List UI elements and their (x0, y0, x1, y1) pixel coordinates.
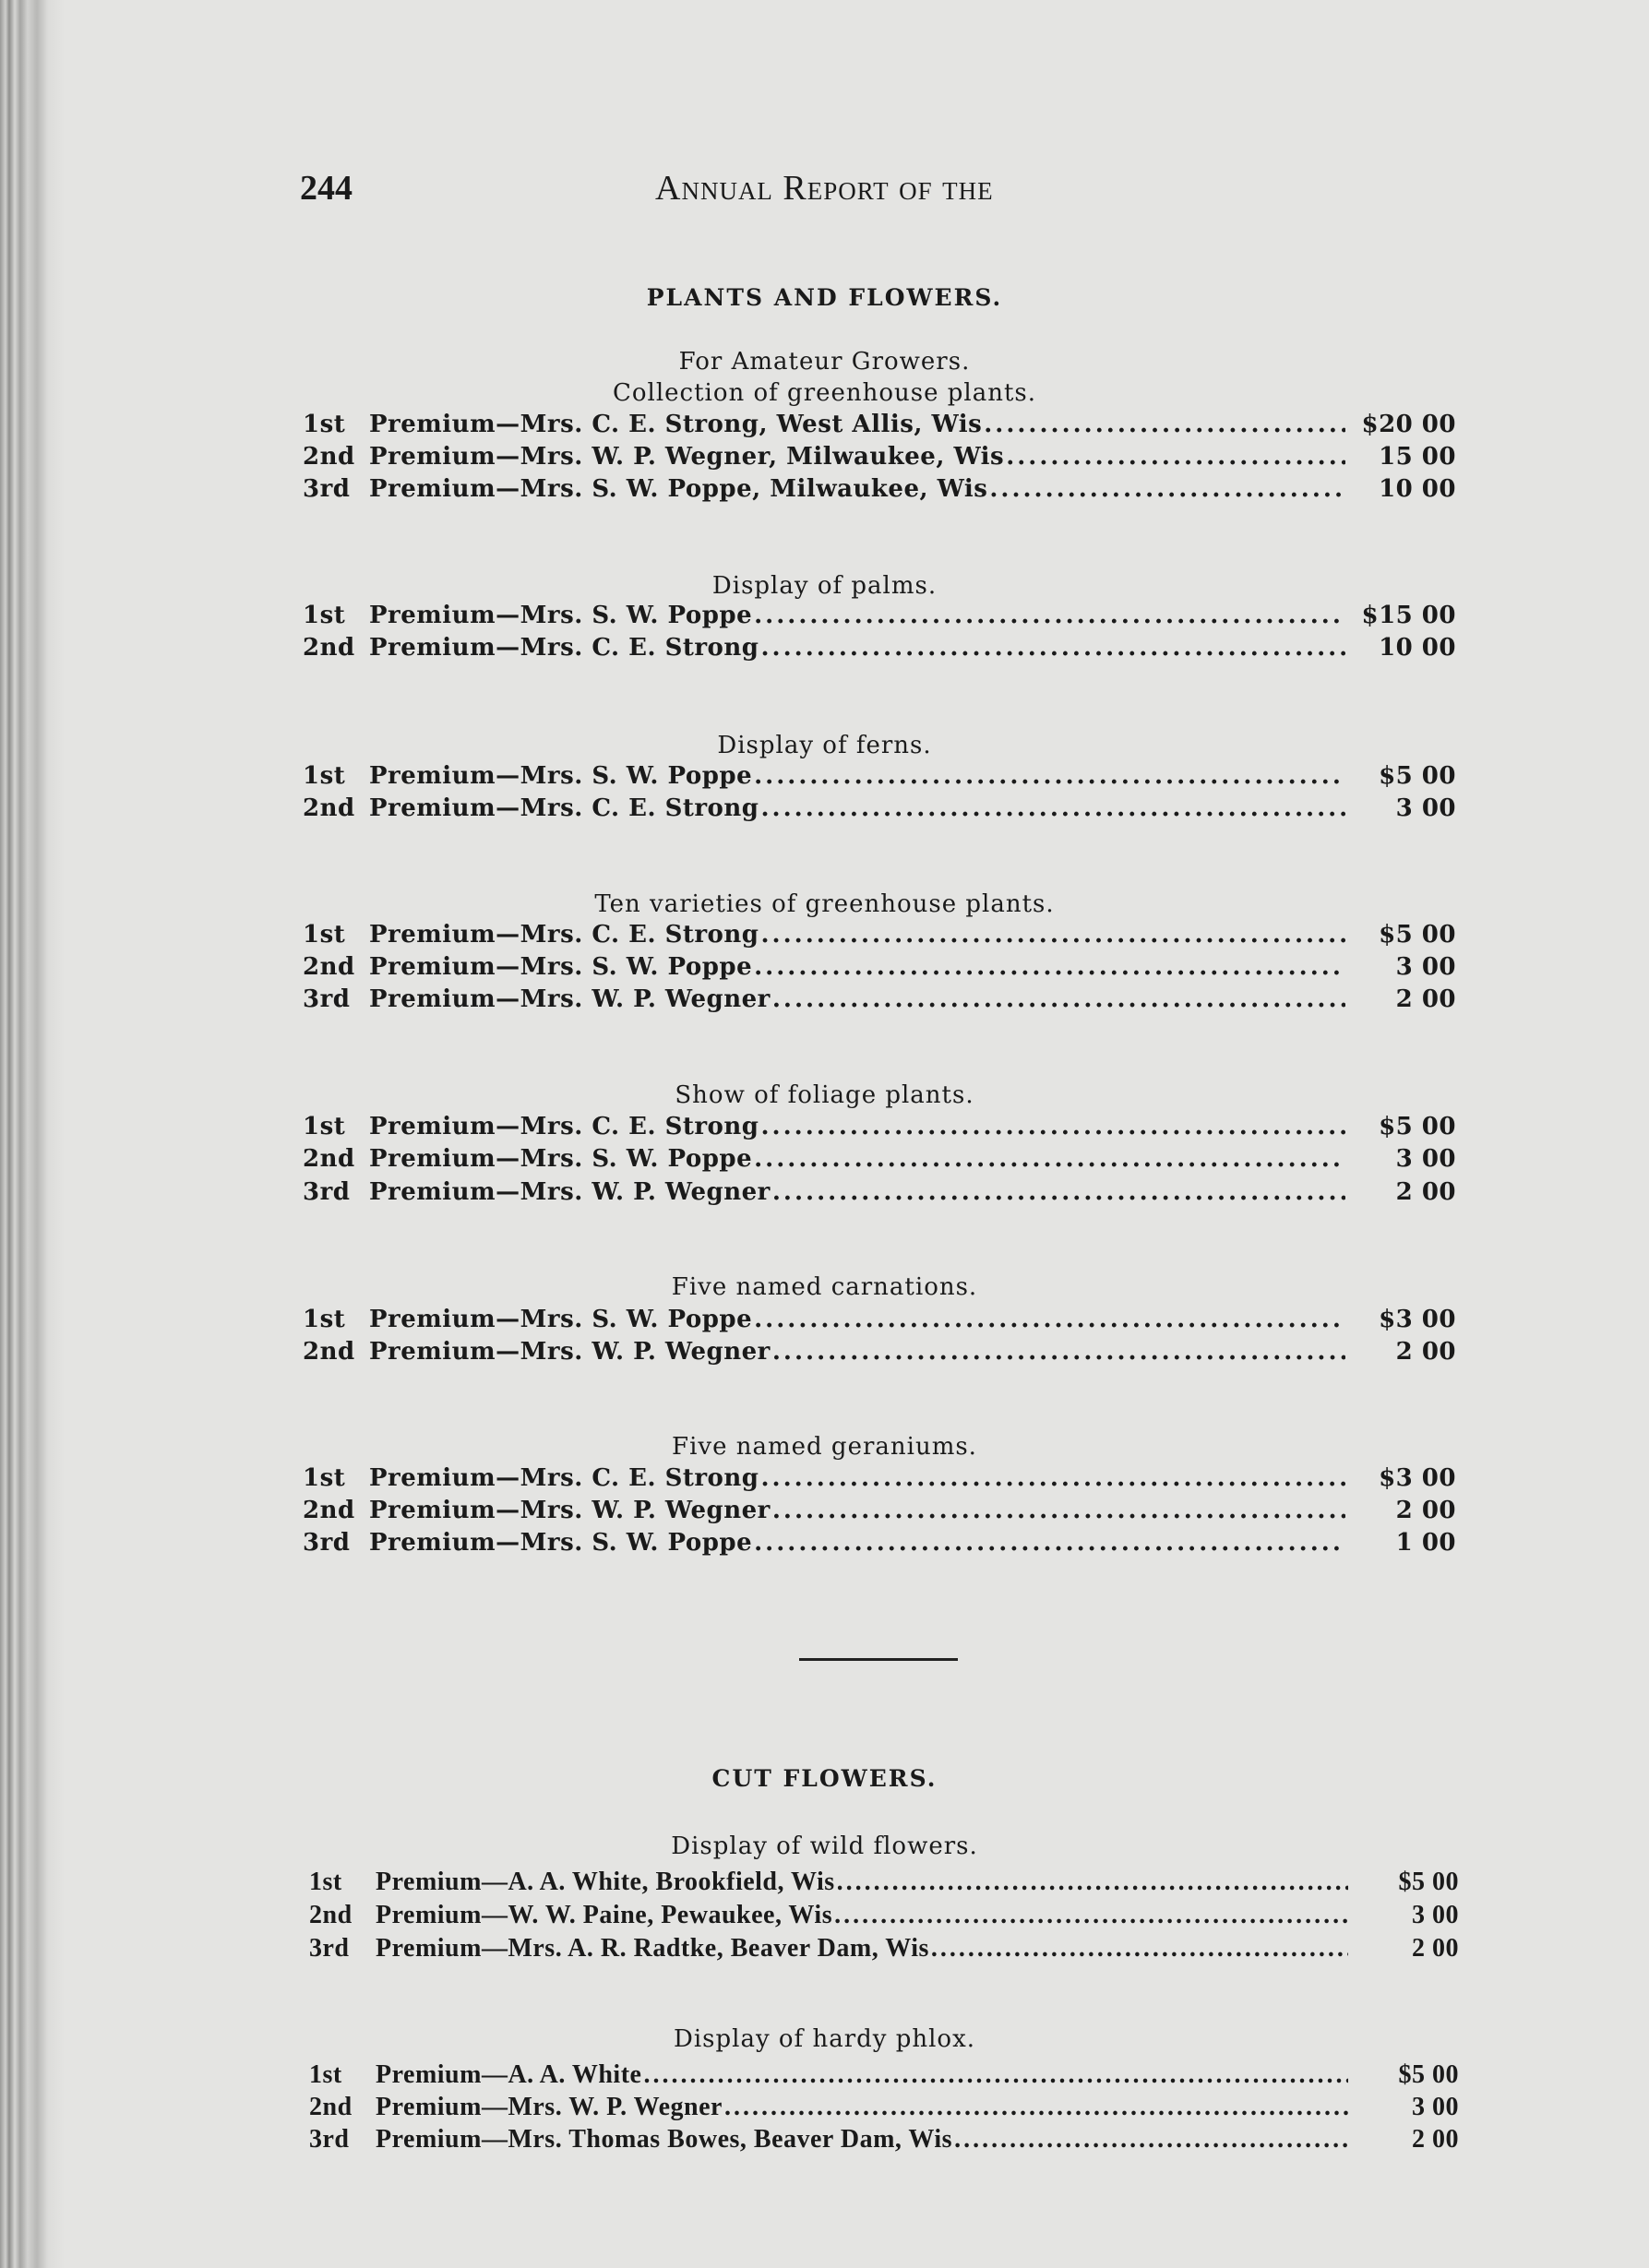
entry-amount: $5 00 (1379, 921, 1456, 949)
entry-text: Premium—Mrs. W. P. Wegner (369, 985, 771, 1013)
entry-text: Premium—Mrs. C. E. Strong, West Allis, Wis (369, 411, 983, 438)
entry-amount: $3 00 (1379, 1464, 1456, 1492)
dot-leader (760, 1113, 1345, 1140)
premium-entry (303, 794, 1456, 826)
section-title-plants-and-flowers: PLANTS AND FLOWERS. (646, 284, 1003, 311)
entry-place: 3rd (309, 1934, 350, 1963)
entry-text: Premium—Mrs. C. E. Strong (369, 1464, 759, 1492)
premium-entry (303, 985, 1456, 1017)
premium-entry (303, 1529, 1456, 1560)
premium-entry (303, 634, 1456, 665)
page-number: 244 (300, 169, 353, 208)
premium-entry (309, 2060, 1459, 2092)
entry-text: Premium—Mrs. A. R. Radtke, Beaver Dam, Wis (376, 1934, 929, 1963)
entry-text: Premium—Mrs. S. W. Poppe (369, 1306, 753, 1333)
entry-text: Premium—Mrs. W. P. Wegner (369, 1178, 771, 1206)
entry-amount: 15 00 (1379, 443, 1456, 471)
entry-place: 2nd (303, 1145, 355, 1173)
entry-place: 3rd (303, 475, 351, 503)
premium-entry (303, 921, 1456, 952)
entry-amount: 3 00 (1395, 953, 1456, 981)
entry-amount: $5 00 (1379, 762, 1456, 790)
entry-text: Premium—Mrs. C. E. Strong (369, 794, 759, 822)
entry-text: Premium—Mrs. W. P. Wegner (369, 1338, 771, 1366)
entry-place: 3rd (303, 1178, 351, 1206)
premium-entry (309, 1934, 1459, 1965)
dot-leader (989, 475, 1345, 503)
entry-place: 3rd (303, 1529, 351, 1557)
category-heading: Five named carnations. (671, 1273, 978, 1301)
entry-place: 1st (303, 1306, 346, 1333)
entry-amount: $5 00 (1398, 1868, 1459, 1896)
section-title-cut-flowers: CUT FLOWERS. (711, 1765, 938, 1792)
premium-entry (303, 1306, 1456, 1337)
entry-place: 1st (309, 2060, 342, 2089)
entry-text: Premium—Mrs. W. P. Wegner (376, 2093, 723, 2121)
dot-leader (754, 1306, 1345, 1333)
entry-text: Premium—W. W. Paine, Pewaukee, Wis (376, 1901, 833, 1929)
entry-amount: 2 00 (1395, 1338, 1456, 1366)
entry-amount: 1 00 (1395, 1529, 1456, 1557)
entry-place: 2nd (309, 2093, 353, 2121)
dot-leader (954, 2125, 1348, 2155)
entry-place: 1st (303, 602, 346, 629)
entry-place: 1st (303, 411, 346, 438)
premium-entry (309, 1868, 1459, 1899)
premium-entry (303, 1113, 1456, 1144)
entry-place: 2nd (303, 953, 355, 981)
entry-place: 1st (303, 1113, 346, 1140)
section-divider (799, 1658, 958, 1661)
dot-leader (754, 1145, 1345, 1173)
entry-text: Premium—Mrs. S. W. Poppe (369, 762, 753, 790)
premium-entry (309, 1901, 1459, 1932)
entry-place: 1st (303, 762, 346, 790)
entry-text: Premium—A. A. White, Brookfield, Wis (376, 1868, 835, 1896)
category-heading: Show of foliage plants. (675, 1081, 974, 1109)
entry-text: Premium—Mrs. C. E. Strong (369, 1113, 759, 1140)
category-heading: Collection of greenhouse plants. (612, 379, 1037, 407)
premium-entry (303, 1464, 1456, 1496)
entry-text: Premium—Mrs. W. P. Wegner (369, 1497, 771, 1524)
dot-leader (754, 762, 1345, 790)
dot-leader (643, 2060, 1348, 2090)
premium-entry (303, 602, 1456, 633)
premium-entry (303, 411, 1456, 442)
entry-text: Premium—Mrs. S. W. Poppe, Milwaukee, Wis (369, 475, 988, 503)
dot-leader (834, 1901, 1348, 1930)
category-heading: Ten varieties of greenhouse plants. (594, 890, 1055, 918)
entry-amount: $3 00 (1379, 1306, 1456, 1333)
entry-text: Premium—Mrs. S. W. Poppe (369, 1145, 753, 1173)
entry-text: Premium—Mrs. C. E. Strong (369, 634, 759, 662)
dot-leader (772, 1338, 1345, 1366)
entry-place: 3rd (303, 985, 351, 1013)
entry-place: 2nd (303, 634, 355, 662)
category-heading: Five named geraniums. (672, 1433, 977, 1461)
dot-leader (837, 1868, 1348, 1897)
entry-amount: 2 00 (1412, 1934, 1459, 1963)
entry-place: 1st (303, 1464, 346, 1492)
entry-text: Premium—Mrs. S. W. Poppe (369, 1529, 753, 1557)
dot-leader (760, 1464, 1345, 1492)
entry-amount: 2 00 (1395, 985, 1456, 1013)
entry-amount: 3 00 (1412, 1901, 1459, 1929)
entry-place: 1st (309, 1868, 342, 1896)
entry-text: Premium—Mrs. S. W. Poppe (369, 953, 753, 981)
entry-amount: $5 00 (1398, 2060, 1459, 2089)
premium-entry (303, 1338, 1456, 1369)
entry-amount: 2 00 (1395, 1178, 1456, 1206)
premium-entry (303, 443, 1456, 474)
entry-amount: 3 00 (1412, 2093, 1459, 2121)
entry-amount: 10 00 (1379, 634, 1456, 662)
dot-leader (772, 1497, 1345, 1524)
entry-text: Premium—A. A. White (376, 2060, 642, 2089)
entry-place: 2nd (303, 443, 355, 471)
entry-amount: 3 00 (1395, 794, 1456, 822)
dot-leader (724, 2093, 1348, 2122)
entry-amount: $5 00 (1379, 1113, 1456, 1140)
dot-leader (754, 602, 1345, 629)
category-heading: Display of hardy phlox. (673, 2025, 975, 2053)
premium-entry (303, 953, 1456, 985)
entry-text: Premium—Mrs. W. P. Wegner, Milwaukee, Wis (369, 443, 1005, 471)
category-heading: Display of ferns. (717, 732, 932, 759)
entry-text: Premium—Mrs. C. E. Strong (369, 921, 759, 949)
premium-entry (309, 2125, 1459, 2156)
entry-amount: 2 00 (1412, 2125, 1459, 2154)
entry-text: Premium—Mrs. Thomas Bowes, Beaver Dam, Wis (376, 2125, 953, 2154)
premium-entry (303, 762, 1456, 794)
premium-entry (309, 2093, 1459, 2124)
dot-leader (772, 1178, 1345, 1206)
dot-leader (1006, 443, 1345, 471)
category-heading: Display of palms. (711, 572, 938, 600)
dot-leader (760, 794, 1345, 822)
entry-amount: 10 00 (1379, 475, 1456, 503)
entry-place: 2nd (303, 1338, 355, 1366)
entry-amount: $20 00 (1361, 411, 1456, 438)
premium-entry (303, 475, 1456, 507)
entry-amount: $15 00 (1361, 602, 1456, 629)
entry-amount: 2 00 (1395, 1497, 1456, 1524)
dot-leader (754, 1529, 1345, 1557)
category-heading: Display of wild flowers. (671, 1832, 978, 1860)
entry-place: 2nd (303, 794, 355, 822)
premium-entry (303, 1178, 1456, 1210)
entry-text: Premium—Mrs. S. W. Poppe (369, 602, 753, 629)
running-head: Annual Report of the (655, 169, 994, 208)
page-header (300, 168, 1472, 223)
dot-leader (772, 985, 1345, 1013)
dot-leader (760, 921, 1345, 949)
dot-leader (754, 953, 1345, 981)
entry-amount: 3 00 (1395, 1145, 1456, 1173)
dot-leader (931, 1934, 1348, 1964)
dot-leader (760, 634, 1345, 662)
entry-place: 2nd (303, 1497, 355, 1524)
subsection-heading: For Amateur Growers. (678, 348, 971, 376)
entry-place: 3rd (309, 2125, 350, 2154)
premium-entry (303, 1497, 1456, 1528)
entry-place: 2nd (309, 1901, 353, 1929)
premium-entry (303, 1145, 1456, 1176)
entry-place: 1st (303, 921, 346, 949)
dot-leader (984, 411, 1345, 438)
